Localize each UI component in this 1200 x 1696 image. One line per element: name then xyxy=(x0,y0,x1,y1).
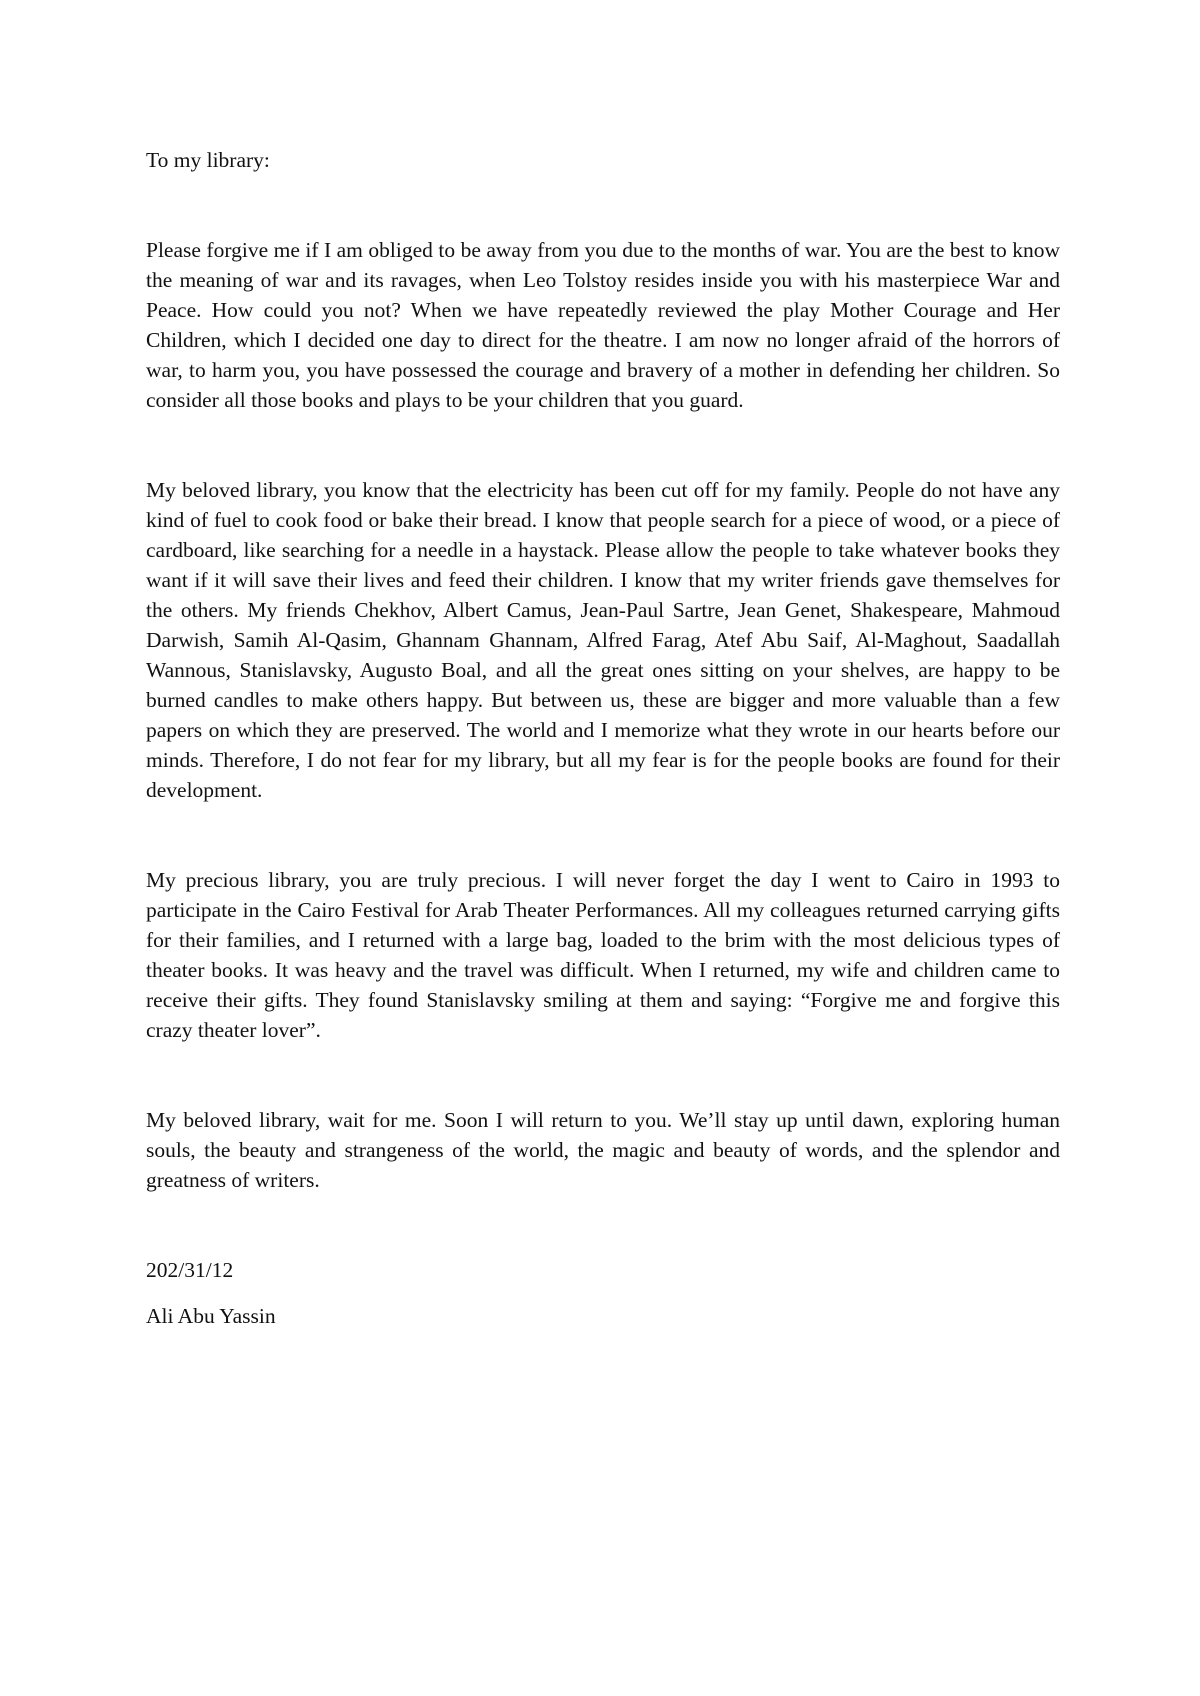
paragraph-3: My precious library, you are truly precious. I will never forget the day I went to Cairo in 1993 to participate in the Cairo Festival for Arab Theater Performances. All my colleagues returned carrying gifts for their families, and I returned with a large bag, loaded to the brim with the most delicious types of theater books. It was heavy and the travel was difficult. When I returned, my wife and children came to receive their gifts. They found Stanislavsky smiling at them and saying: “Forgive me and forgive this crazy theater lover”. xyxy=(146,868,1060,1042)
signature: Ali Abu Yassin xyxy=(146,1304,276,1328)
salutation: To my library: xyxy=(146,148,270,172)
letter-date: 202/31/12 xyxy=(146,1258,234,1282)
letter-page xyxy=(146,145,1060,1331)
paragraph-2: My beloved library, you know that the electricity has been cut off for my family. People do not have any kind of fuel to cook food or bake their bread. I know that people search for a piece of wood, or a piece of cardboard, like searching for a needle in a haystack. Please allow the people to take whatever books they want if it will save their lives and feed their children. I know that my writer friends gave themselves for the others. My friends Chekhov, Albert Camus, Jean-Paul Sartre, Jean Genet, Shakespeare, Mahmoud Darwish, Samih Al-Qasim, Ghannam Ghannam, Alfred Farag, Atef Abu Saif, Al-Maghout, Saadallah Wannous, Stanislavsky, Augusto Boal, and all the great ones sitting on your shelves, are happy to be burned candles to make others happy. But between us, these are bigger and more valuable than a few papers on which they are preserved. The world and I memorize what they wrote in our hearts before our minds. Therefore, I do not fear for my library, but all my fear is for the people books are found for their development. xyxy=(146,478,1060,802)
paragraph-4: My beloved library, wait for me. Soon I will return to you. We’ll stay up until dawn, exploring human souls, the beauty and strangeness of the world, the magic and beauty of words, and the splendor and greatness of writers. xyxy=(146,1108,1060,1192)
paragraph-1: Please forgive me if I am obliged to be away from you due to the months of war. You are the best to know the meaning of war and its ravages, when Leo Tolstoy resides inside you with his masterpiece War and Peace. How could you not? When we have repeatedly reviewed the play Mother Courage and Her Children, which I decided one day to direct for the theatre. I am now no longer afraid of the horrors of war, to harm you, you have possessed the courage and bravery of a mother in defending her children. So consider all those books and plays to be your children that you guard. xyxy=(146,238,1060,412)
